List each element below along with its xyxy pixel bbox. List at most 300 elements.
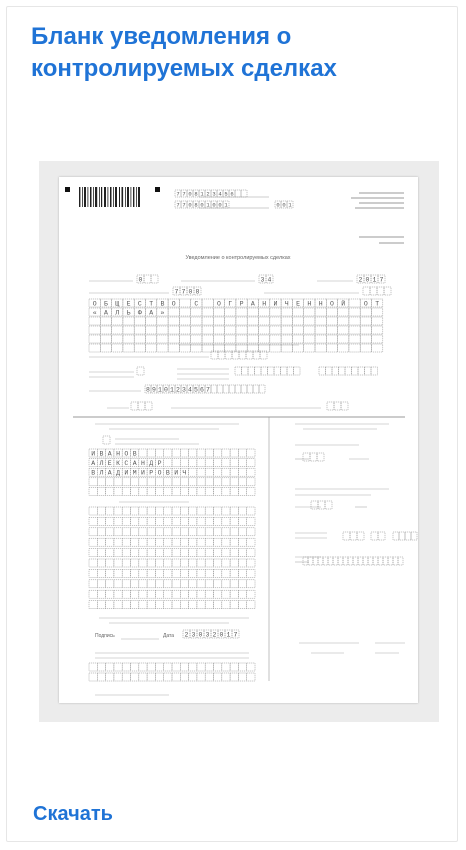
form-cell [139,569,147,577]
form-cell [205,663,213,671]
form-cell [255,367,262,375]
form-cell-char: Р [157,460,162,467]
form-cell [405,532,411,540]
form-cell-char: Й [341,300,346,308]
form-cell [97,487,105,495]
form-cell [139,601,147,609]
form-cell-char: 0 [365,276,370,284]
form-cell [172,528,180,536]
form-cell [114,487,122,495]
form-cell [327,402,334,410]
form-cell [114,478,122,486]
form-cell [123,344,134,352]
form-cell [97,517,105,525]
form-cell [180,538,188,546]
form-cell [189,673,197,681]
form-cell [247,538,255,546]
form-cell [230,601,238,609]
form-cell [147,663,155,671]
form-cell [304,326,315,334]
form-cell [241,385,247,393]
form-cell-char: А [107,469,112,477]
grid-row [89,317,383,325]
form-cell [164,487,172,495]
form-cell [131,569,139,577]
form-cell [106,559,114,567]
form-cell [89,517,97,525]
form-cell [172,601,180,609]
form-cell [122,590,130,598]
form-cell [222,549,230,557]
signer-type-cell [103,436,110,444]
form-cell-char: Н [116,450,121,458]
form-cell [247,459,255,467]
document-grid [89,663,255,681]
form-cell [214,517,222,525]
form-cell-char: 3 [191,631,196,639]
grid-row [89,468,255,476]
form-cell [225,335,236,343]
form-title-line: Уведомление о контролируемых сделках [185,255,291,261]
form-cell [205,569,213,577]
form-cell-char: И [174,469,179,477]
form-cell [222,559,230,567]
form-cell [326,308,337,316]
form-cell [164,528,172,536]
form-cell [247,580,255,588]
year-cells [357,275,385,283]
form-cell [214,468,222,476]
form-cell-char: Д [149,460,154,467]
form-cell [106,528,114,536]
form-cell [131,580,139,588]
form-cell [238,487,246,495]
form-cell [197,517,205,525]
form-cell [378,532,385,540]
form-cell-char: 1 [288,201,292,209]
form-cell [197,601,205,609]
form-cell [230,549,238,557]
form-cell [189,468,197,476]
form-cell [106,590,114,598]
form-cell [247,317,258,325]
form-cell [235,367,242,375]
form-cell [202,299,213,307]
form-cell [147,478,155,486]
form-cell [106,673,114,681]
form-cell [339,367,346,375]
form-cell [360,344,371,352]
form-cell [205,528,213,536]
form-cell-char: А [250,300,255,308]
form-cell [205,487,213,495]
form-cell [222,601,230,609]
form-cell [114,580,122,588]
form-cell [144,275,151,283]
form-cell [122,487,130,495]
form-cell-char: Г [228,300,233,308]
form-cell [139,559,147,567]
form-cell-char: А [107,450,112,458]
form-cell [348,557,353,565]
form-cell [247,385,253,393]
form-cell [172,663,180,671]
form-cell [164,459,172,467]
form-cell [131,528,139,536]
form-cell [247,335,258,343]
form-cell [89,335,100,343]
form-cell [230,468,238,476]
form-cell [147,569,155,577]
form-cell [189,528,197,536]
form-cell [122,663,130,671]
form-cell [222,468,230,476]
form-cell [114,549,122,557]
form-cell [168,344,179,352]
form-cell [310,453,317,461]
form-cell [236,317,247,325]
form-cell [287,367,294,375]
form-cell [189,478,197,486]
document-preview[interactable] [39,161,439,722]
form-cell-char: 1 [170,386,174,394]
form-cell [338,344,349,352]
form-cell [157,326,168,334]
form-cell [164,673,172,681]
tax-authority-cells [173,287,201,295]
form-cell [398,557,403,565]
form-cell [114,517,122,525]
form-cell [106,478,114,486]
form-cell-char: В [132,450,137,458]
form-cell-char: В [165,469,170,477]
form-cell [106,549,114,557]
form-cell [114,673,122,681]
form-cell [147,549,155,557]
form-cell-char: 7 [176,201,180,209]
form-cell [235,385,241,393]
form-cell [172,673,180,681]
location-code-cells [363,287,391,295]
form-cell-char: 7 [182,190,186,198]
form-cell [189,663,197,671]
form-cell [131,549,139,557]
form-cell [214,459,222,467]
form-cell [197,559,205,567]
form-cell [179,317,190,325]
form-cell [202,335,213,343]
form-cell [202,326,213,334]
form-cell [122,580,130,588]
form-cell [147,517,155,525]
form-cell [214,569,222,577]
form-cell [139,478,147,486]
form-cell [137,367,144,375]
form-cell [388,557,393,565]
form-cell [139,507,147,515]
form-cell [123,317,134,325]
form-cell-char: Т [149,300,154,308]
form-cell [230,528,238,536]
form-cell-char: 0 [200,201,204,209]
form-cell [247,569,255,577]
form-cell [89,507,97,515]
form-cell [349,335,360,343]
inn-cells [175,190,247,197]
form-cell-char: И [140,469,145,477]
form-cell [189,580,197,588]
form-cell [247,517,255,525]
form-cell [304,317,315,325]
form-cell [97,549,105,557]
form-cell [131,673,139,681]
form-cell-char: 3 [212,190,216,198]
form-cell [138,402,145,410]
form-cell-char: Т [375,300,380,308]
form-cell [213,308,224,316]
form-cell-char: О [171,300,176,308]
download-link[interactable]: Скачать [33,803,113,825]
form-cell-char: Н [262,300,267,308]
form-cell [131,663,139,671]
form-cell [155,590,163,598]
form-cell [197,478,205,486]
form-cell [238,673,246,681]
form-cell [106,663,114,671]
form-cell [338,326,349,334]
form-cell [247,549,255,557]
form-cell [155,487,163,495]
form-cell-char: А [91,460,96,467]
form-cell [230,449,238,457]
form-cell-char: Щ [115,300,120,308]
reorganization-cells [137,367,144,375]
form-cell-char: 8 [194,201,198,209]
form-cell [238,478,246,486]
form-cell [189,590,197,598]
form-cell [89,673,97,681]
form-cell [384,287,391,295]
form-cell-char: 0 [138,276,143,284]
form-cell [147,559,155,567]
form-cell [205,507,213,515]
form-cell-char: 2 [176,386,180,394]
form-cell-char: С [124,460,129,467]
form-cell-char: 0 [276,201,280,209]
form-cell-char: 1 [372,276,377,284]
form-cell-char: 8 [194,190,198,198]
form-cell [372,317,383,325]
form-cell [172,559,180,567]
form-cell [172,507,180,515]
grid-row [89,569,255,577]
form-cell [155,601,163,609]
grid-row [89,528,255,536]
form-cell [89,344,100,352]
registration-mark [65,187,70,192]
form-cell [97,580,105,588]
form-cell [189,487,197,495]
form-cell [100,317,111,325]
form-cell [238,590,246,598]
form-cell-char: А [149,309,154,317]
tax-office-section [295,445,405,653]
form-cell [333,557,338,565]
form-cell [393,532,399,540]
form-cell [164,517,172,525]
reorganization-inn-cells [235,367,378,375]
form-cell-char: Е [126,300,131,308]
form-cell [139,673,147,681]
form-cell [89,478,97,486]
form-cell [214,487,222,495]
form-cell-char: Н [140,460,145,467]
form-cell [155,517,163,525]
form-cell [197,507,205,515]
form-cell [247,449,255,457]
form-cell [353,557,358,565]
form-cell [349,308,360,316]
form-cell [146,335,157,343]
form-cell [270,335,281,343]
form-cell [315,317,326,325]
tax-office-cells [303,453,417,565]
form-cell [378,557,383,565]
form-cell [89,326,100,334]
form-cell [358,557,363,565]
form-cell [247,528,255,536]
form-cell [214,673,222,681]
form-cell [328,557,333,565]
form-cell [172,459,180,467]
form-cell [155,549,163,557]
form-cell-char: О [124,450,129,458]
form-cell-char: 4 [188,386,192,394]
form-cell [304,344,315,352]
form-cell [131,487,139,495]
form-cell [168,326,179,334]
form-cell [197,549,205,557]
form-cell-char: Л [99,469,104,477]
form-cell [238,517,246,525]
form-cell [157,335,168,343]
form-cell [323,557,328,565]
form-cell-char: О [92,300,97,308]
form-cell [214,559,222,567]
form-cell [236,335,247,343]
form-cell-char: 0 [218,201,222,209]
form-cell [114,601,122,609]
form-cell [106,580,114,588]
form-cell [89,569,97,577]
form-cell-char: О [329,300,334,308]
form-cell-char: 7 [206,386,210,394]
form-cell [122,507,130,515]
form-cell [147,487,155,495]
form-cell [97,559,105,567]
form-cell-char: 1 [226,631,231,639]
form-cell [172,549,180,557]
form-cell-char: 2 [358,276,363,284]
form-cell [147,449,155,457]
form-cell [230,673,238,681]
form-cell-char: Ф [137,309,142,317]
form-cell [100,326,111,334]
form-cell-char: 0 [188,190,192,198]
form-cell-char: 7 [182,201,186,209]
form-cell-char: Е [107,460,112,467]
form-cell [106,538,114,546]
form-cell [259,335,270,343]
form-cell [303,557,308,565]
form-cell [134,326,145,334]
form-cell [164,538,172,546]
form-cell-char: 0 [188,201,192,209]
form-cell [191,317,202,325]
form-cell-char: 1 [224,201,228,209]
form-cell [155,580,163,588]
form-cell [363,287,370,295]
grid-row [89,663,255,671]
form-cell [236,308,247,316]
form-cell [292,308,303,316]
form-cell [334,402,341,410]
form-cell [222,487,230,495]
correction-cells [137,275,158,283]
form-cell [238,468,246,476]
form-cell [122,559,130,567]
form-cell-char: 0 [219,631,224,639]
form-cell [341,402,348,410]
form-cell [259,326,270,334]
form-cell [372,308,383,316]
form-cell [247,487,255,495]
form-cell [247,601,255,609]
form-cell [180,590,188,598]
form-cell [241,190,247,197]
form-cell [189,601,197,609]
grid-row [89,590,255,598]
form-cell [114,559,122,567]
form-cell [114,590,122,598]
phone-cells [145,385,265,393]
form-cell [134,317,145,325]
form-cell [352,367,359,375]
form-cell-char: 0 [198,631,203,639]
barcode [79,187,140,207]
representative-grid [89,507,255,609]
form-cell [205,478,213,486]
form-cell [112,344,123,352]
form-cell [205,590,213,598]
form-cell [134,344,145,352]
reorganization-row [89,369,229,379]
form-cell-char: Ч [182,469,187,477]
section-headers [95,424,389,429]
form-cell [304,335,315,343]
form-cell [313,557,318,565]
form-cell [238,580,246,588]
form-cell-char: 7 [379,276,384,284]
form-cell [325,501,332,509]
form-cell [197,449,205,457]
form-cell [147,673,155,681]
form-cell [122,517,130,525]
form-cell [270,308,281,316]
form-cell [281,367,288,375]
form-cell [214,580,222,588]
form-cell-char: О [216,300,221,308]
